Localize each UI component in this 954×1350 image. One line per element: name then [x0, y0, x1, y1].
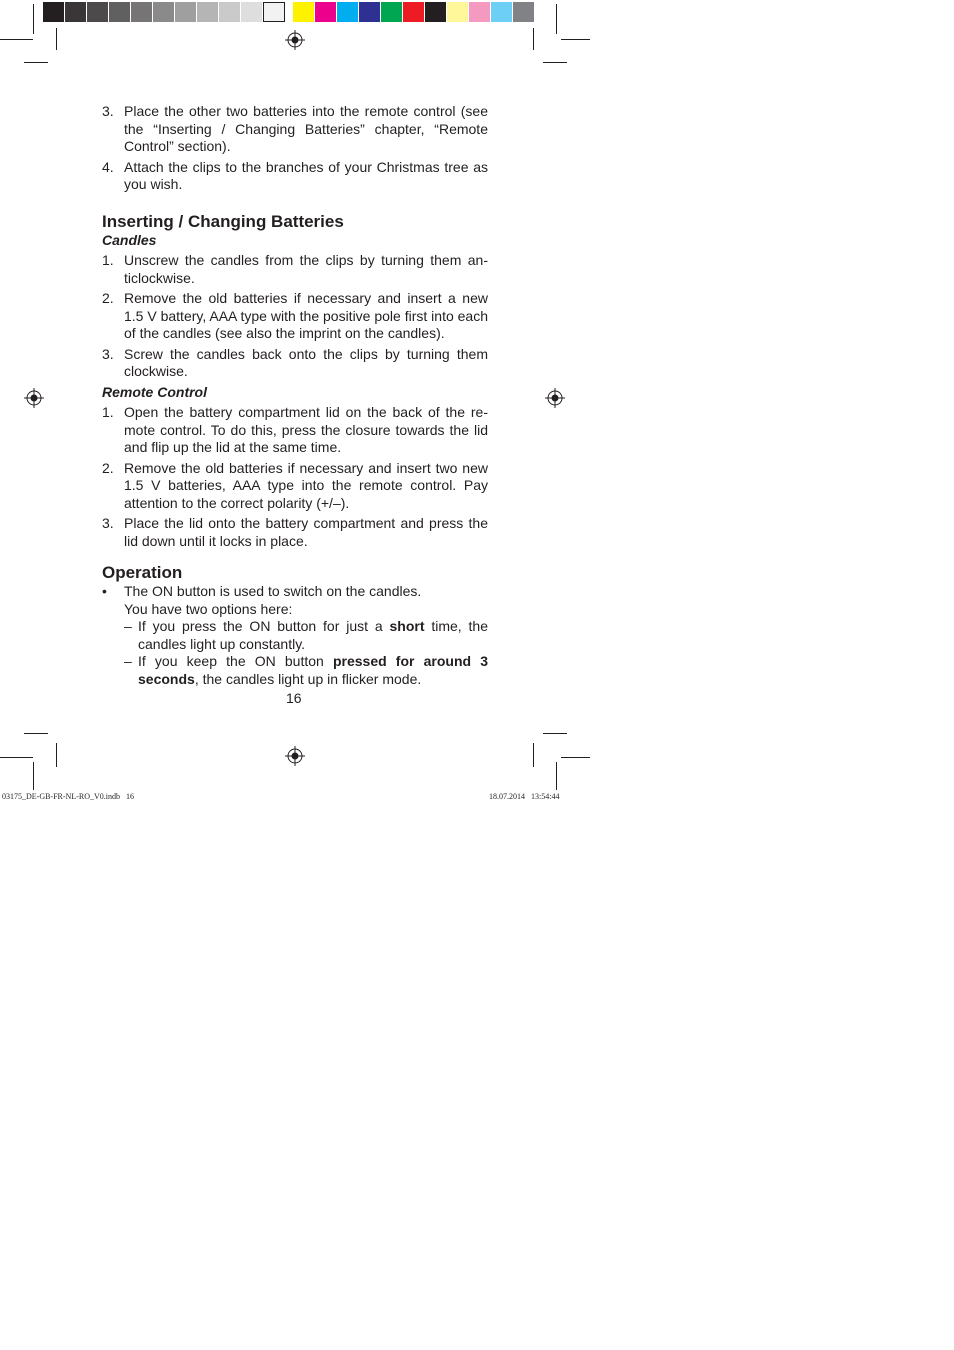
crop-mark — [543, 62, 567, 63]
item-number: 3. — [102, 345, 114, 362]
color-swatch — [491, 2, 513, 22]
color-swatch — [359, 2, 381, 22]
color-swatch — [131, 2, 153, 22]
crop-mark — [24, 62, 48, 63]
color-control-bar — [43, 2, 535, 22]
registration-target-icon — [545, 388, 565, 408]
color-swatch — [219, 2, 241, 22]
registration-target-icon — [285, 30, 305, 50]
item-number: 2. — [102, 459, 114, 476]
list-item — [102, 404, 488, 457]
item-number: 2. — [102, 290, 114, 306]
color-swatch — [381, 2, 403, 22]
color-swatch — [109, 2, 131, 22]
color-swatch — [43, 2, 65, 22]
item-number: 1. — [102, 404, 114, 420]
slug-file-info: 03175_DE-GB-FR-NL-RO_V0.indb 16 — [2, 792, 134, 801]
bullet-item — [102, 583, 488, 601]
options-intro: You have two options here: — [124, 600, 293, 617]
bullet-icon: • — [102, 583, 107, 599]
crop-mark — [533, 743, 534, 767]
item-text: Place the lid onto the battery compartment and press the lid down until it locks in place. — [124, 515, 488, 549]
list-item — [102, 460, 488, 513]
color-swatch — [425, 2, 447, 22]
item-text: Place the other two batteries into the remote control (see the “Inserting / Changing Batteries” chapter, “Remote Control” section). — [124, 103, 488, 154]
list-item — [102, 290, 488, 343]
crop-mark — [0, 757, 33, 758]
slug-timestamp: 18.07.2014 13:54:44 — [489, 792, 560, 801]
section-heading-batteries: Inserting / Changing Batteries — [102, 211, 344, 231]
item-text: Remove the old batteries if necessary and insert two new 1.5 V batteries, AAA type into the remote control. Pay attention to the correct polarity (+/–). — [124, 459, 488, 511]
crop-mark — [56, 743, 57, 767]
color-bar-gap — [285, 2, 293, 22]
registration-target-icon — [24, 388, 44, 408]
item-text: If you keep the ON button pressed for around 3 seconds, the candles light up in flicker mode. — [138, 653, 488, 687]
color-swatch — [175, 2, 197, 22]
item-text: The ON button is used to switch on the candles. — [124, 583, 422, 599]
crop-mark — [556, 762, 557, 790]
item-number: 1. — [102, 252, 114, 268]
crop-mark — [561, 757, 590, 758]
color-swatch — [65, 2, 87, 22]
item-number: 4. — [102, 158, 114, 175]
color-swatch — [315, 2, 337, 22]
color-swatch — [337, 2, 359, 22]
color-swatch — [403, 2, 425, 22]
page-number: 16 — [286, 690, 302, 706]
crop-mark — [556, 4, 557, 34]
crop-mark — [33, 4, 34, 34]
subheading-candles: Candles — [102, 231, 157, 248]
item-text: Screw the candles back onto the clips by turning them clockwise. — [124, 345, 488, 379]
color-swatch — [513, 2, 535, 22]
crop-mark — [0, 39, 33, 40]
color-swatch — [241, 2, 263, 22]
page-content — [102, 103, 488, 688]
list-item — [102, 159, 488, 194]
list-item — [102, 346, 488, 381]
section-heading-operation: Operation — [102, 563, 183, 582]
registration-target-icon — [285, 746, 305, 766]
option-item — [124, 653, 488, 688]
crop-mark — [543, 733, 567, 734]
item-number: 3. — [102, 515, 114, 531]
color-swatch — [153, 2, 175, 22]
item-text: Remove the old batteries if necessary and insert a new 1.5 V battery, AAA type with the positive pole first into each of the candles (see also the imprint on the candles). — [124, 290, 488, 341]
crop-mark — [533, 28, 534, 50]
color-swatch — [447, 2, 469, 22]
crop-mark — [561, 39, 590, 40]
color-swatch — [263, 2, 285, 22]
color-swatch — [87, 2, 109, 22]
crop-mark — [24, 733, 48, 734]
list-item — [102, 103, 488, 156]
crop-mark — [56, 28, 57, 50]
item-text: Attach the clips to the branches of your Christmas tree as you wish. — [124, 158, 488, 192]
list-item — [102, 252, 488, 287]
dash-marker: – — [124, 618, 132, 634]
item-text: Open the battery compartment lid on the back of the re-mote control. To do this, press the closure towards the lid and flip up the lid at the same time. — [124, 404, 488, 455]
color-swatch — [469, 2, 491, 22]
subheading-remote-control: Remote Control — [102, 383, 207, 400]
color-swatch — [197, 2, 219, 22]
option-item — [124, 618, 488, 653]
item-number: 3. — [102, 103, 114, 119]
item-text: Unscrew the candles from the clips by turning them an-ticlockwise. — [124, 252, 488, 286]
crop-mark — [33, 762, 34, 790]
color-swatch — [293, 2, 315, 22]
item-text: If you press the ON button for just a short time, the candles light up constantly. — [138, 618, 488, 652]
dash-marker: – — [124, 653, 132, 669]
list-item — [102, 515, 488, 550]
